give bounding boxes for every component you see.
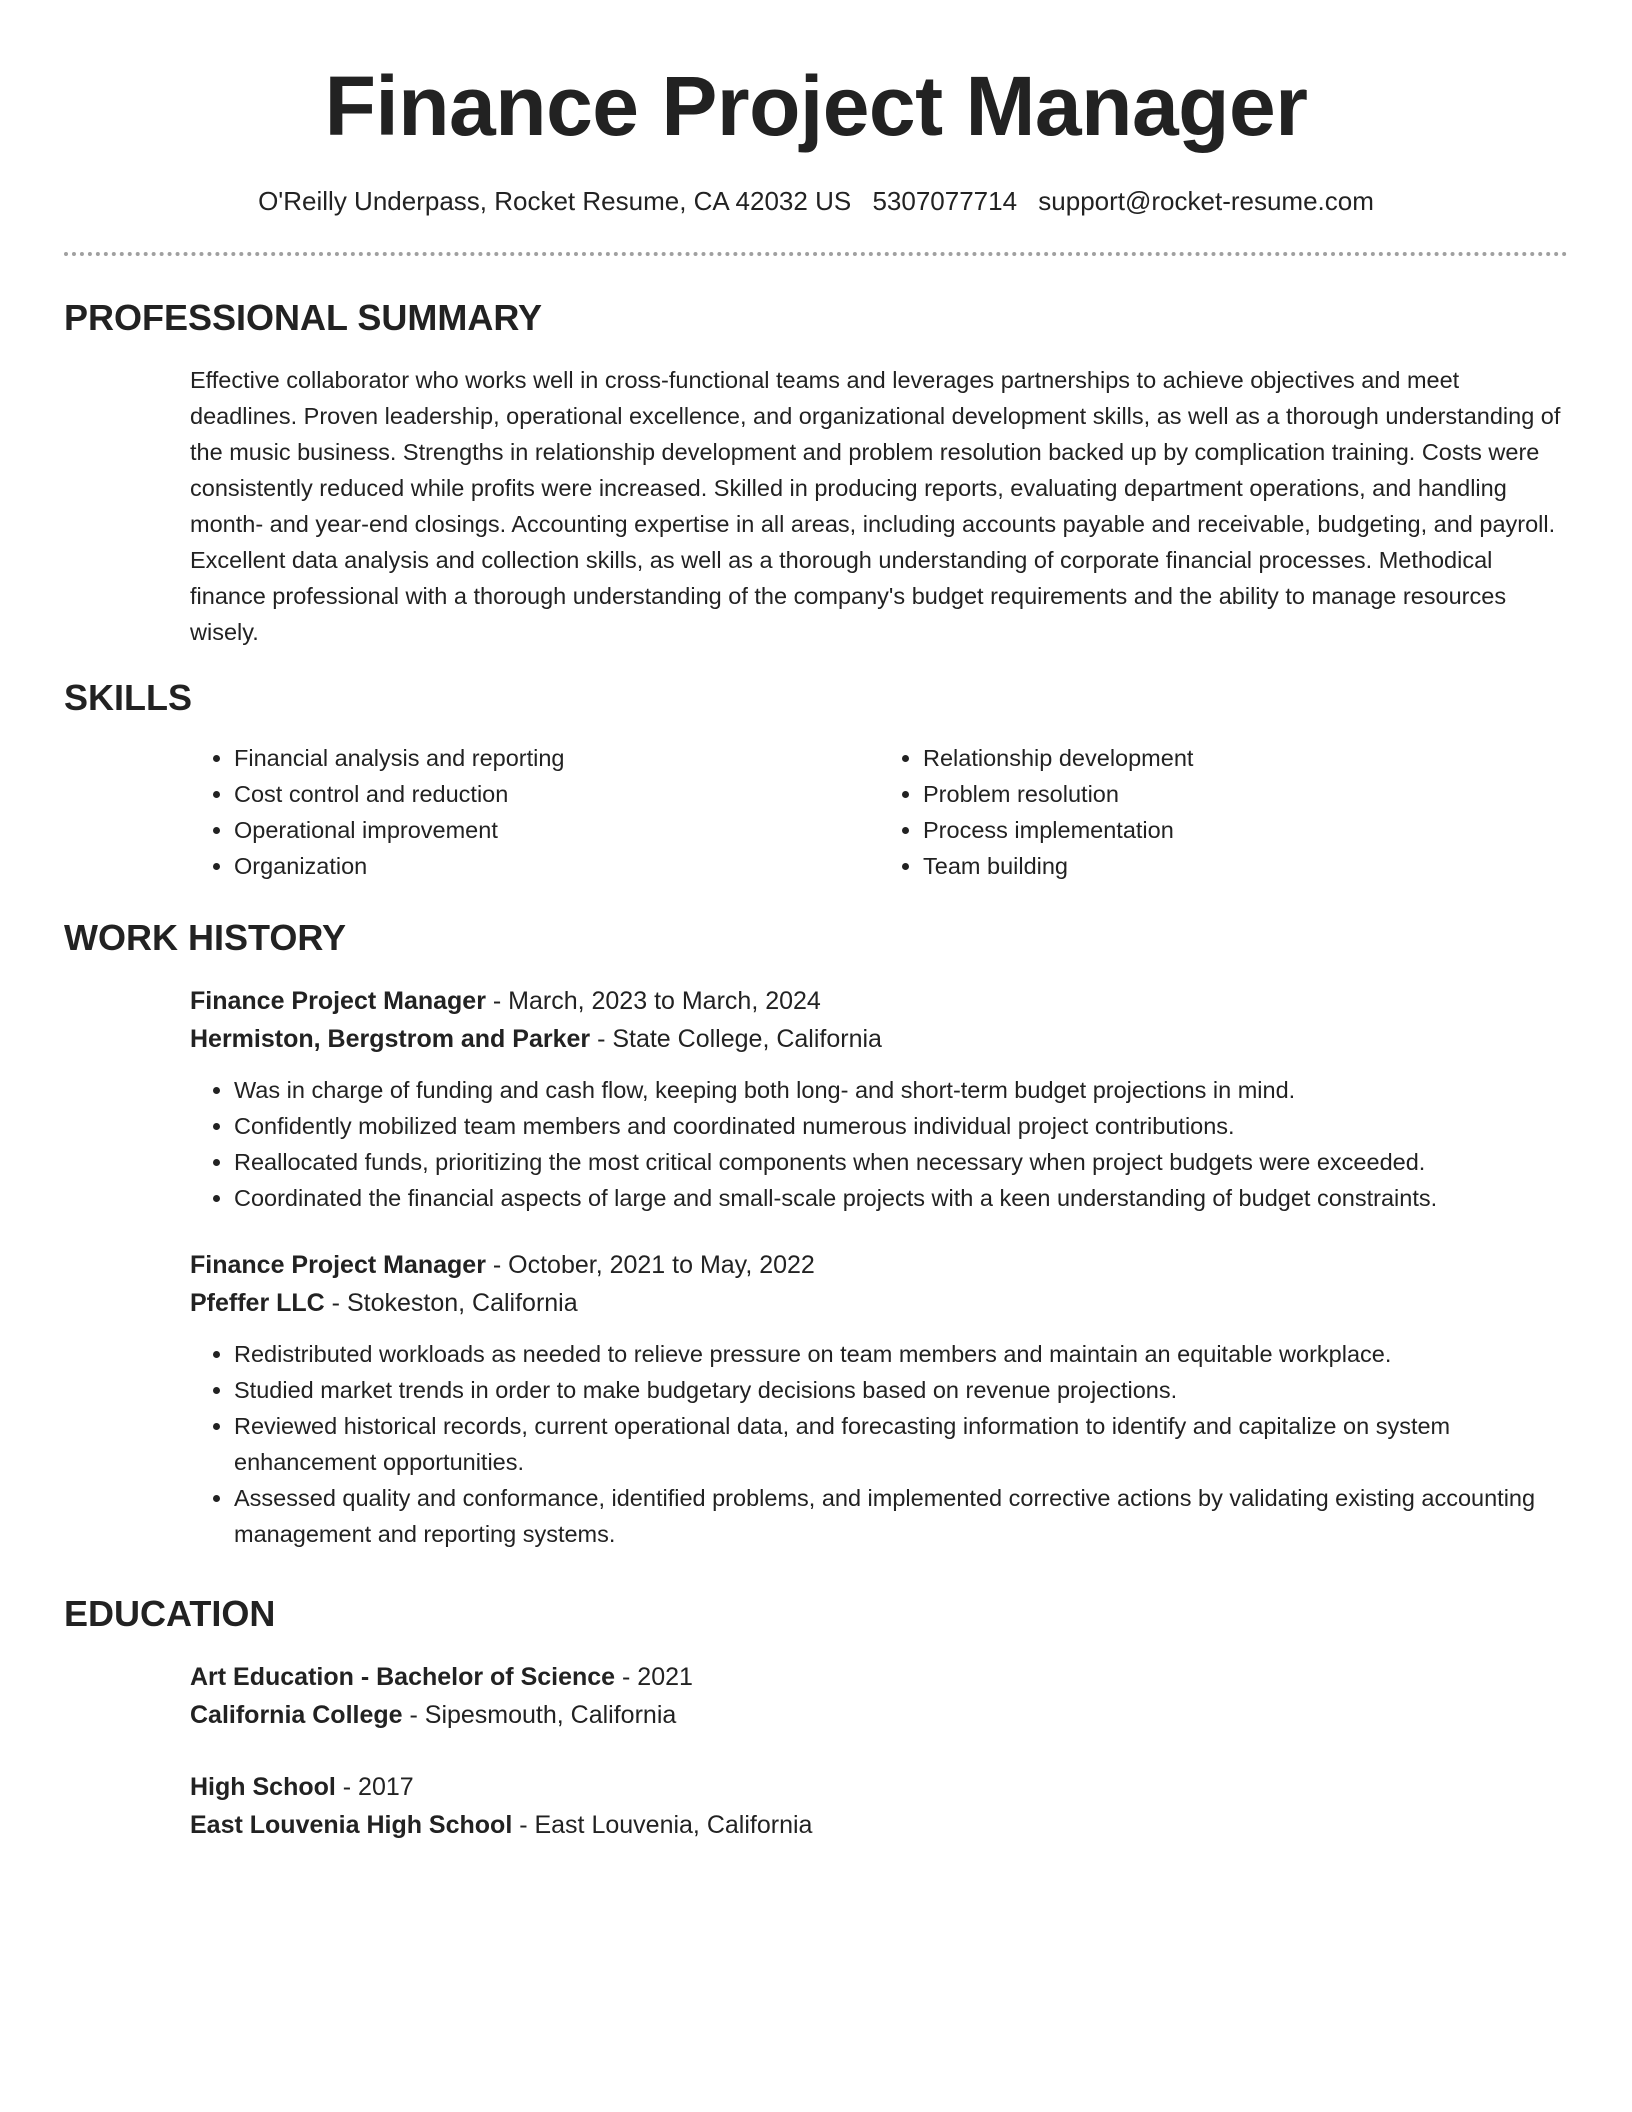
list-item: • Organization (234, 848, 879, 884)
job-role: Finance Project Manager (190, 1251, 486, 1279)
list-item: • Cost control and reduction (234, 776, 879, 812)
skills-section (64, 676, 1568, 884)
degree-name: Art Education - Bachelor of Science (190, 1663, 616, 1691)
job-entry (190, 982, 1568, 1216)
degree-line (190, 1768, 1568, 1806)
job-location: - State College, California (590, 1025, 882, 1053)
school-line (190, 1696, 1568, 1734)
contact-line (64, 184, 1568, 218)
job-company-line (190, 1284, 1568, 1322)
skills-heading: SKILLS (64, 677, 193, 718)
summary-section (64, 296, 1568, 650)
work-section (64, 916, 1568, 1552)
list-item: • Redistributed workloads as needed to relieve pressure on team members and maintain an equitable workplace. (234, 1336, 1568, 1372)
school-name: East Louvenia High School (190, 1811, 513, 1839)
list-item: • Assessed quality and conformance, identified problems, and implemented corrective actions by validating existing accounting management and reporting systems. (234, 1480, 1568, 1552)
education-entry (190, 1658, 1568, 1734)
list-item: • Problem resolution (923, 776, 1568, 812)
degree-year: - 2021 (615, 1663, 693, 1691)
list-item: • Confidently mobilized team members and coordinated numerous individual project contributions. (234, 1108, 1568, 1144)
list-item: • Team building (923, 848, 1568, 884)
school-location: - East Louvenia, California (512, 1811, 813, 1839)
job-title-line (190, 982, 1568, 1020)
education-section (64, 1592, 1568, 1844)
education-entry (190, 1768, 1568, 1844)
school-name: California College (190, 1701, 403, 1729)
address-text: O'Reilly Underpass, Rocket Resume, CA 42032 US (258, 186, 852, 216)
work-heading: WORK HISTORY (64, 917, 347, 958)
job-dates: - March, 2023 to March, 2024 (485, 987, 821, 1015)
header-divider (64, 252, 1568, 256)
degree-line (190, 1658, 1568, 1696)
job-company: Pfeffer LLC (190, 1289, 325, 1317)
list-item: • Was in charge of funding and cash flow, keeping both long- and short-term budget projections in mind. (234, 1072, 1568, 1108)
summary-heading: PROFESSIONAL SUMMARY (64, 297, 543, 338)
list-item: • Relationship development (923, 740, 1568, 776)
resume-page (64, 0, 1568, 1839)
job-company: Hermiston, Bergstrom and Parker (190, 1025, 591, 1053)
degree-name: High School (190, 1773, 336, 1801)
list-item: • Financial analysis and reporting (234, 740, 879, 776)
list-item: • Reallocated funds, prioritizing the most critical components when necessary when project budgets were exceeded. (234, 1144, 1568, 1180)
job-bullets (190, 1336, 1568, 1552)
skills-list-left (190, 740, 879, 884)
job-role: Finance Project Manager (190, 987, 486, 1015)
job-location: - Stokeston, California (324, 1289, 578, 1317)
job-bullets (190, 1072, 1568, 1216)
list-item: • Coordinated the financial aspects of large and small-scale projects with a keen understanding of budget constraints. (234, 1180, 1568, 1216)
list-item: • Studied market trends in order to make budgetary decisions based on revenue projections. (234, 1372, 1568, 1408)
summary-text: Effective collaborator who works well in cross-functional teams and leverages partnerships to achieve objectives and meet deadlines. Proven leadership, operational excellence, and organizational development skills, as well as a thorough understanding of the music business. Strengths in relationship development and problem resolution backed up by complication training. Costs were consistently reduced while profits were increased. Skilled in producing reports, evaluating department operations, and handling month- and year-end closings. Accounting expertise in all areas, including accounts payable and receivable, budgeting, and payroll. Excellent data analysis and collection skills, as well as a thorough understanding of corporate financial processes. Methodical finance professional with a thorough understanding of the company's budget requirements and the ability to manage resources wisely. (190, 367, 1561, 645)
school-location: - Sipesmouth, California (402, 1701, 677, 1729)
education-heading: EDUCATION (64, 1593, 276, 1634)
page-title: Finance Project Manager (324, 59, 1308, 153)
email-text: support@rocket-resume.com (1038, 186, 1374, 216)
skills-columns (190, 740, 1568, 884)
degree-year: - 2017 (335, 1773, 414, 1801)
job-company-line (190, 1020, 1568, 1058)
phone-text: 5307077714 (872, 186, 1018, 216)
list-item: • Operational improvement (234, 812, 879, 848)
list-item: • Process implementation (923, 812, 1568, 848)
skills-list-right (879, 740, 1568, 884)
list-item: • Reviewed historical records, current operational data, and forecasting information to identify and capitalize on system enhancement opportunities. (234, 1408, 1568, 1480)
job-dates: - October, 2021 to May, 2022 (485, 1251, 815, 1279)
job-title-line (190, 1246, 1568, 1284)
school-line (190, 1806, 1568, 1844)
job-entry (190, 1246, 1568, 1552)
